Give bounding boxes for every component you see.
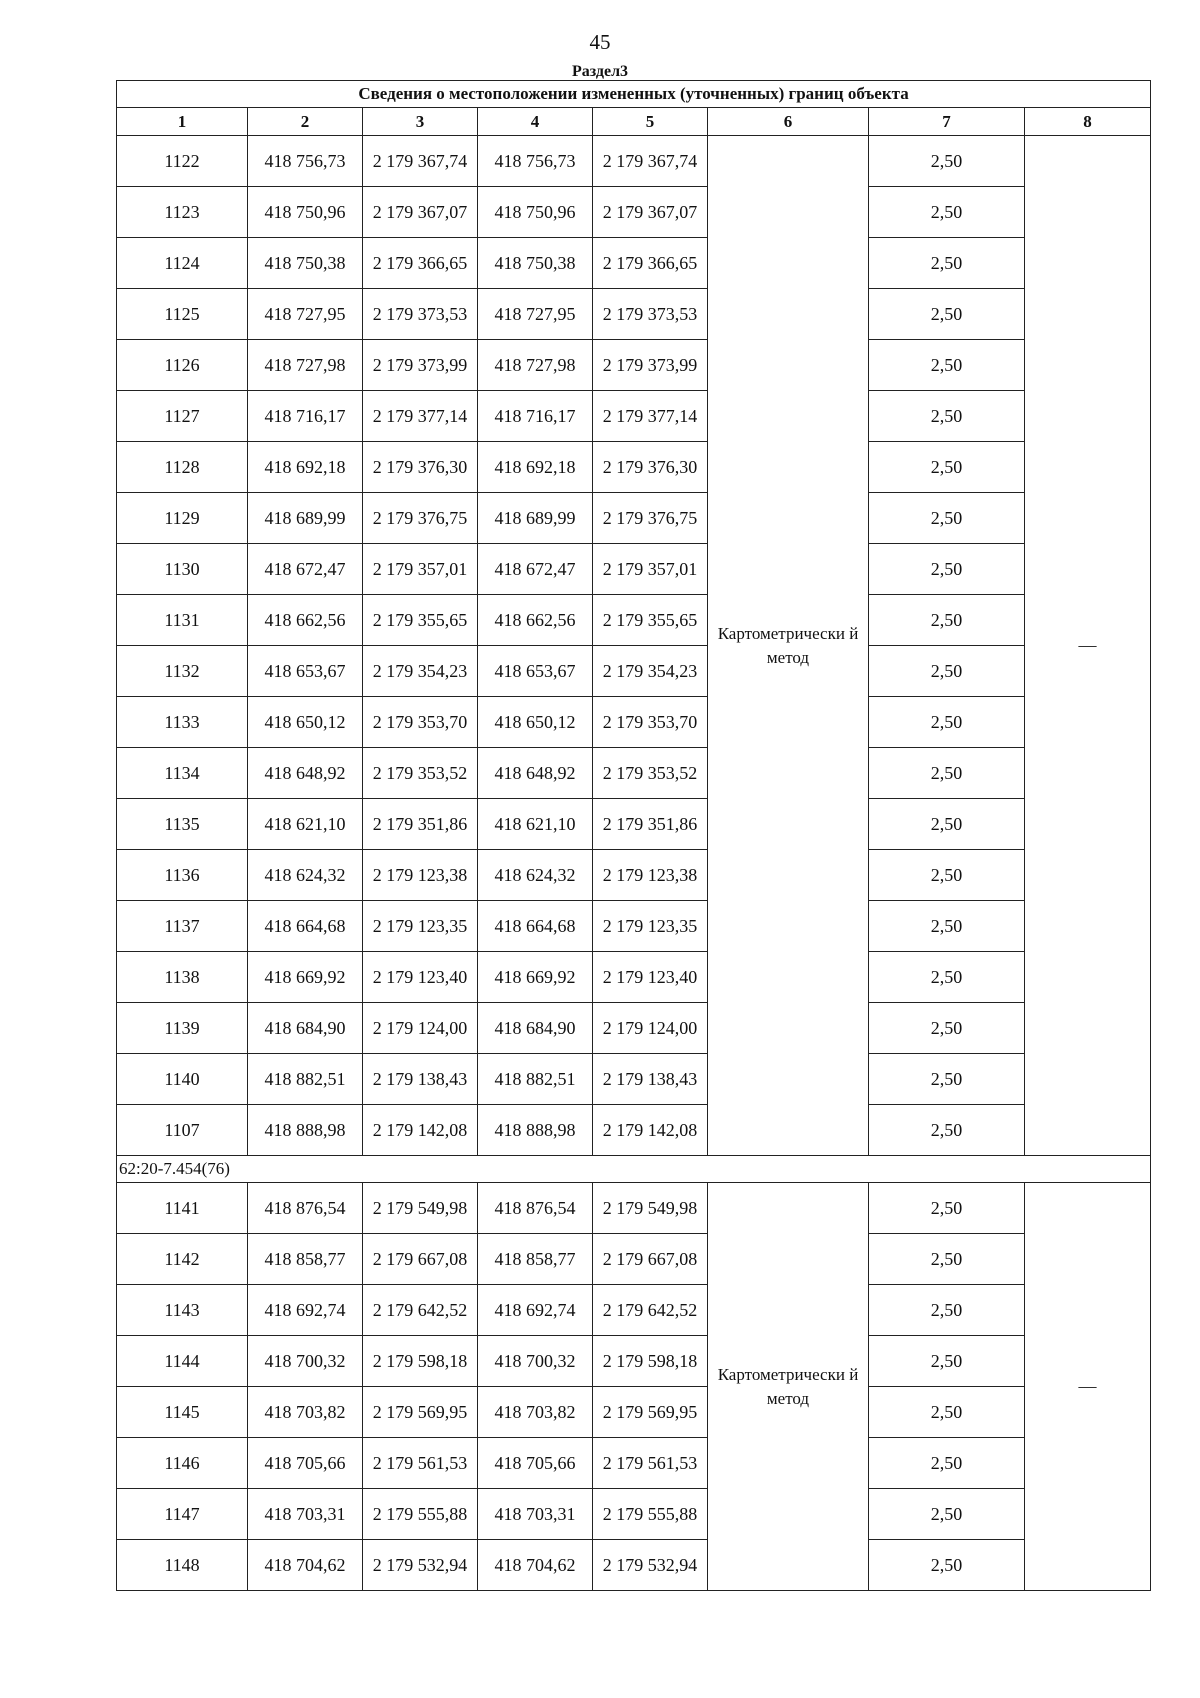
table-row xyxy=(117,901,1151,952)
point-number-cell: 1122 xyxy=(117,136,248,187)
accuracy-cell: 2,50 xyxy=(869,1540,1025,1591)
y-new-cell: 2 179 367,74 xyxy=(593,136,708,187)
table-row xyxy=(117,136,1151,187)
x-old-cell: 418 703,82 xyxy=(248,1387,363,1438)
x-new-cell: 418 689,99 xyxy=(478,493,593,544)
y-new-cell: 2 179 353,70 xyxy=(593,697,708,748)
point-number-cell: 1142 xyxy=(117,1234,248,1285)
table-row xyxy=(117,697,1151,748)
x-old-cell: 418 727,98 xyxy=(248,340,363,391)
y-new-cell: 2 179 373,53 xyxy=(593,289,708,340)
y-old-cell: 2 179 138,43 xyxy=(363,1054,478,1105)
point-number-cell: 1126 xyxy=(117,340,248,391)
x-old-cell: 418 653,67 xyxy=(248,646,363,697)
x-old-cell: 418 648,92 xyxy=(248,748,363,799)
y-new-cell: 2 179 377,14 xyxy=(593,391,708,442)
point-number-cell: 1133 xyxy=(117,697,248,748)
accuracy-cell: 2,50 xyxy=(869,1489,1025,1540)
table-caption: Сведения о местоположении измененных (уточненных) границ объекта xyxy=(117,81,1151,108)
column-number-row xyxy=(117,108,1151,136)
x-new-cell: 418 703,31 xyxy=(478,1489,593,1540)
table-row xyxy=(117,952,1151,1003)
y-old-cell: 2 179 373,53 xyxy=(363,289,478,340)
y-new-cell: 2 179 351,86 xyxy=(593,799,708,850)
point-number-cell: 1123 xyxy=(117,187,248,238)
x-old-cell: 418 750,96 xyxy=(248,187,363,238)
accuracy-cell: 2,50 xyxy=(869,442,1025,493)
point-number-cell: 1125 xyxy=(117,289,248,340)
accuracy-cell: 2,50 xyxy=(869,391,1025,442)
x-new-cell: 418 650,12 xyxy=(478,697,593,748)
x-old-cell: 418 700,32 xyxy=(248,1336,363,1387)
y-old-cell: 2 179 123,38 xyxy=(363,850,478,901)
y-new-cell: 2 179 549,98 xyxy=(593,1183,708,1234)
x-new-cell: 418 858,77 xyxy=(478,1234,593,1285)
point-number-cell: 1143 xyxy=(117,1285,248,1336)
accuracy-cell: 2,50 xyxy=(869,1387,1025,1438)
y-old-cell: 2 179 357,01 xyxy=(363,544,478,595)
y-old-cell: 2 179 642,52 xyxy=(363,1285,478,1336)
x-old-cell: 418 756,73 xyxy=(248,136,363,187)
x-new-cell: 418 700,32 xyxy=(478,1336,593,1387)
x-new-cell: 418 692,74 xyxy=(478,1285,593,1336)
x-old-cell: 418 705,66 xyxy=(248,1438,363,1489)
y-new-cell: 2 179 123,40 xyxy=(593,952,708,1003)
x-new-cell: 418 705,66 xyxy=(478,1438,593,1489)
y-new-cell: 2 179 357,01 xyxy=(593,544,708,595)
column-number: 4 xyxy=(478,108,593,136)
y-new-cell: 2 179 532,94 xyxy=(593,1540,708,1591)
y-old-cell: 2 179 142,08 xyxy=(363,1105,478,1156)
x-old-cell: 418 750,38 xyxy=(248,238,363,289)
boundary-coordinates-table xyxy=(116,80,1151,1591)
y-new-cell: 2 179 376,75 xyxy=(593,493,708,544)
table-row xyxy=(117,799,1151,850)
x-old-cell: 418 689,99 xyxy=(248,493,363,544)
table-row xyxy=(117,1054,1151,1105)
x-old-cell: 418 621,10 xyxy=(248,799,363,850)
x-new-cell: 418 750,38 xyxy=(478,238,593,289)
x-new-cell: 418 882,51 xyxy=(478,1054,593,1105)
accuracy-cell: 2,50 xyxy=(869,544,1025,595)
y-old-cell: 2 179 353,70 xyxy=(363,697,478,748)
x-new-cell: 418 672,47 xyxy=(478,544,593,595)
accuracy-cell: 2,50 xyxy=(869,1054,1025,1105)
y-old-cell: 2 179 367,74 xyxy=(363,136,478,187)
column-number: 5 xyxy=(593,108,708,136)
accuracy-cell: 2,50 xyxy=(869,187,1025,238)
x-old-cell: 418 888,98 xyxy=(248,1105,363,1156)
y-new-cell: 2 179 642,52 xyxy=(593,1285,708,1336)
x-new-cell: 418 704,62 xyxy=(478,1540,593,1591)
x-new-cell: 418 662,56 xyxy=(478,595,593,646)
table-row xyxy=(117,391,1151,442)
x-old-cell: 418 716,17 xyxy=(248,391,363,442)
x-new-cell: 418 727,98 xyxy=(478,340,593,391)
x-old-cell: 418 650,12 xyxy=(248,697,363,748)
accuracy-cell: 2,50 xyxy=(869,850,1025,901)
x-new-cell: 418 648,92 xyxy=(478,748,593,799)
x-new-cell: 418 756,73 xyxy=(478,136,593,187)
y-old-cell: 2 179 377,14 xyxy=(363,391,478,442)
table-row xyxy=(117,289,1151,340)
table-row xyxy=(117,748,1151,799)
y-old-cell: 2 179 598,18 xyxy=(363,1336,478,1387)
y-old-cell: 2 179 355,65 xyxy=(363,595,478,646)
x-new-cell: 418 888,98 xyxy=(478,1105,593,1156)
y-old-cell: 2 179 123,35 xyxy=(363,901,478,952)
y-new-cell: 2 179 124,00 xyxy=(593,1003,708,1054)
table-row xyxy=(117,1285,1151,1336)
x-old-cell: 418 672,47 xyxy=(248,544,363,595)
table-row xyxy=(117,1438,1151,1489)
accuracy-cell: 2,50 xyxy=(869,697,1025,748)
table-row xyxy=(117,1489,1151,1540)
accuracy-cell: 2,50 xyxy=(869,1438,1025,1489)
y-new-cell: 2 179 373,99 xyxy=(593,340,708,391)
accuracy-cell: 2,50 xyxy=(869,901,1025,952)
column-number: 2 xyxy=(248,108,363,136)
y-new-cell: 2 179 123,38 xyxy=(593,850,708,901)
section-title: Раздел3 xyxy=(571,63,629,80)
x-old-cell: 418 727,95 xyxy=(248,289,363,340)
point-number-cell: 1136 xyxy=(117,850,248,901)
point-number-cell: 1137 xyxy=(117,901,248,952)
table-row xyxy=(117,1105,1151,1156)
point-number-cell: 1148 xyxy=(117,1540,248,1591)
x-new-cell: 418 669,92 xyxy=(478,952,593,1003)
x-new-cell: 418 692,18 xyxy=(478,442,593,493)
table-row xyxy=(117,1234,1151,1285)
y-new-cell: 2 179 561,53 xyxy=(593,1438,708,1489)
table-row xyxy=(117,544,1151,595)
table-row xyxy=(117,238,1151,289)
method-cell: Картометрически й метод xyxy=(708,136,869,1156)
x-new-cell: 418 750,96 xyxy=(478,187,593,238)
table-row xyxy=(117,1003,1151,1054)
accuracy-cell: 2,50 xyxy=(869,238,1025,289)
table-row xyxy=(117,187,1151,238)
y-new-cell: 2 179 353,52 xyxy=(593,748,708,799)
y-new-cell: 2 179 354,23 xyxy=(593,646,708,697)
column-8-dash-cell: — xyxy=(1025,1183,1151,1591)
y-old-cell: 2 179 549,98 xyxy=(363,1183,478,1234)
x-old-cell: 418 664,68 xyxy=(248,901,363,952)
y-new-cell: 2 179 123,35 xyxy=(593,901,708,952)
column-8-dash-cell: — xyxy=(1025,136,1151,1156)
x-old-cell: 418 662,56 xyxy=(248,595,363,646)
point-number-cell: 1138 xyxy=(117,952,248,1003)
point-number-cell: 1146 xyxy=(117,1438,248,1489)
point-number-cell: 1129 xyxy=(117,493,248,544)
group-label-row xyxy=(117,1156,1151,1183)
y-old-cell: 2 179 532,94 xyxy=(363,1540,478,1591)
x-new-cell: 418 876,54 xyxy=(478,1183,593,1234)
y-new-cell: 2 179 138,43 xyxy=(593,1054,708,1105)
column-number: 6 xyxy=(708,108,869,136)
point-number-cell: 1135 xyxy=(117,799,248,850)
table-body xyxy=(117,136,1151,1591)
x-new-cell: 418 653,67 xyxy=(478,646,593,697)
table-row xyxy=(117,646,1151,697)
column-number: 1 xyxy=(117,108,248,136)
accuracy-cell: 2,50 xyxy=(869,595,1025,646)
y-old-cell: 2 179 561,53 xyxy=(363,1438,478,1489)
y-new-cell: 2 179 142,08 xyxy=(593,1105,708,1156)
y-old-cell: 2 179 555,88 xyxy=(363,1489,478,1540)
x-old-cell: 418 858,77 xyxy=(248,1234,363,1285)
accuracy-cell: 2,50 xyxy=(869,1105,1025,1156)
x-old-cell: 418 876,54 xyxy=(248,1183,363,1234)
accuracy-cell: 2,50 xyxy=(869,136,1025,187)
y-old-cell: 2 179 569,95 xyxy=(363,1387,478,1438)
table-row xyxy=(117,850,1151,901)
y-old-cell: 2 179 667,08 xyxy=(363,1234,478,1285)
point-number-cell: 1107 xyxy=(117,1105,248,1156)
table-row xyxy=(117,340,1151,391)
y-new-cell: 2 179 555,88 xyxy=(593,1489,708,1540)
y-old-cell: 2 179 354,23 xyxy=(363,646,478,697)
point-number-cell: 1141 xyxy=(117,1183,248,1234)
y-new-cell: 2 179 569,95 xyxy=(593,1387,708,1438)
point-number-cell: 1132 xyxy=(117,646,248,697)
point-number-cell: 1139 xyxy=(117,1003,248,1054)
y-new-cell: 2 179 366,65 xyxy=(593,238,708,289)
x-old-cell: 418 882,51 xyxy=(248,1054,363,1105)
column-number: 8 xyxy=(1025,108,1151,136)
x-old-cell: 418 684,90 xyxy=(248,1003,363,1054)
table-row xyxy=(117,493,1151,544)
table-row xyxy=(117,1387,1151,1438)
accuracy-cell: 2,50 xyxy=(869,748,1025,799)
y-old-cell: 2 179 123,40 xyxy=(363,952,478,1003)
y-old-cell: 2 179 367,07 xyxy=(363,187,478,238)
x-new-cell: 418 621,10 xyxy=(478,799,593,850)
table-row xyxy=(117,442,1151,493)
x-old-cell: 418 692,74 xyxy=(248,1285,363,1336)
group-label: 62:20-7.454(76) xyxy=(117,1156,1151,1183)
y-old-cell: 2 179 373,99 xyxy=(363,340,478,391)
accuracy-cell: 2,50 xyxy=(869,493,1025,544)
point-number-cell: 1124 xyxy=(117,238,248,289)
table-row xyxy=(117,1183,1151,1234)
x-new-cell: 418 727,95 xyxy=(478,289,593,340)
x-new-cell: 418 624,32 xyxy=(478,850,593,901)
y-new-cell: 2 179 598,18 xyxy=(593,1336,708,1387)
y-old-cell: 2 179 366,65 xyxy=(363,238,478,289)
y-old-cell: 2 179 351,86 xyxy=(363,799,478,850)
table-row xyxy=(117,1540,1151,1591)
method-cell: Картометрически й метод xyxy=(708,1183,869,1591)
accuracy-cell: 2,50 xyxy=(869,289,1025,340)
y-old-cell: 2 179 376,75 xyxy=(363,493,478,544)
point-number-cell: 1147 xyxy=(117,1489,248,1540)
point-number-cell: 1127 xyxy=(117,391,248,442)
accuracy-cell: 2,50 xyxy=(869,952,1025,1003)
y-new-cell: 2 179 376,30 xyxy=(593,442,708,493)
point-number-cell: 1128 xyxy=(117,442,248,493)
x-new-cell: 418 716,17 xyxy=(478,391,593,442)
y-new-cell: 2 179 355,65 xyxy=(593,595,708,646)
x-old-cell: 418 704,62 xyxy=(248,1540,363,1591)
accuracy-cell: 2,50 xyxy=(869,1336,1025,1387)
x-old-cell: 418 692,18 xyxy=(248,442,363,493)
x-old-cell: 418 669,92 xyxy=(248,952,363,1003)
table-row xyxy=(117,595,1151,646)
x-new-cell: 418 684,90 xyxy=(478,1003,593,1054)
y-new-cell: 2 179 667,08 xyxy=(593,1234,708,1285)
accuracy-cell: 2,50 xyxy=(869,799,1025,850)
point-number-cell: 1144 xyxy=(117,1336,248,1387)
column-number: 3 xyxy=(363,108,478,136)
point-number-cell: 1130 xyxy=(117,544,248,595)
y-old-cell: 2 179 124,00 xyxy=(363,1003,478,1054)
y-new-cell: 2 179 367,07 xyxy=(593,187,708,238)
accuracy-cell: 2,50 xyxy=(869,646,1025,697)
y-old-cell: 2 179 353,52 xyxy=(363,748,478,799)
x-old-cell: 418 624,32 xyxy=(248,850,363,901)
table-row xyxy=(117,1336,1151,1387)
accuracy-cell: 2,50 xyxy=(869,1234,1025,1285)
accuracy-cell: 2,50 xyxy=(869,340,1025,391)
point-number-cell: 1145 xyxy=(117,1387,248,1438)
page-number: 45 xyxy=(589,30,611,54)
column-number: 7 xyxy=(869,108,1025,136)
x-old-cell: 418 703,31 xyxy=(248,1489,363,1540)
y-old-cell: 2 179 376,30 xyxy=(363,442,478,493)
x-new-cell: 418 703,82 xyxy=(478,1387,593,1438)
accuracy-cell: 2,50 xyxy=(869,1285,1025,1336)
point-number-cell: 1134 xyxy=(117,748,248,799)
accuracy-cell: 2,50 xyxy=(869,1003,1025,1054)
point-number-cell: 1131 xyxy=(117,595,248,646)
x-new-cell: 418 664,68 xyxy=(478,901,593,952)
point-number-cell: 1140 xyxy=(117,1054,248,1105)
accuracy-cell: 2,50 xyxy=(869,1183,1025,1234)
